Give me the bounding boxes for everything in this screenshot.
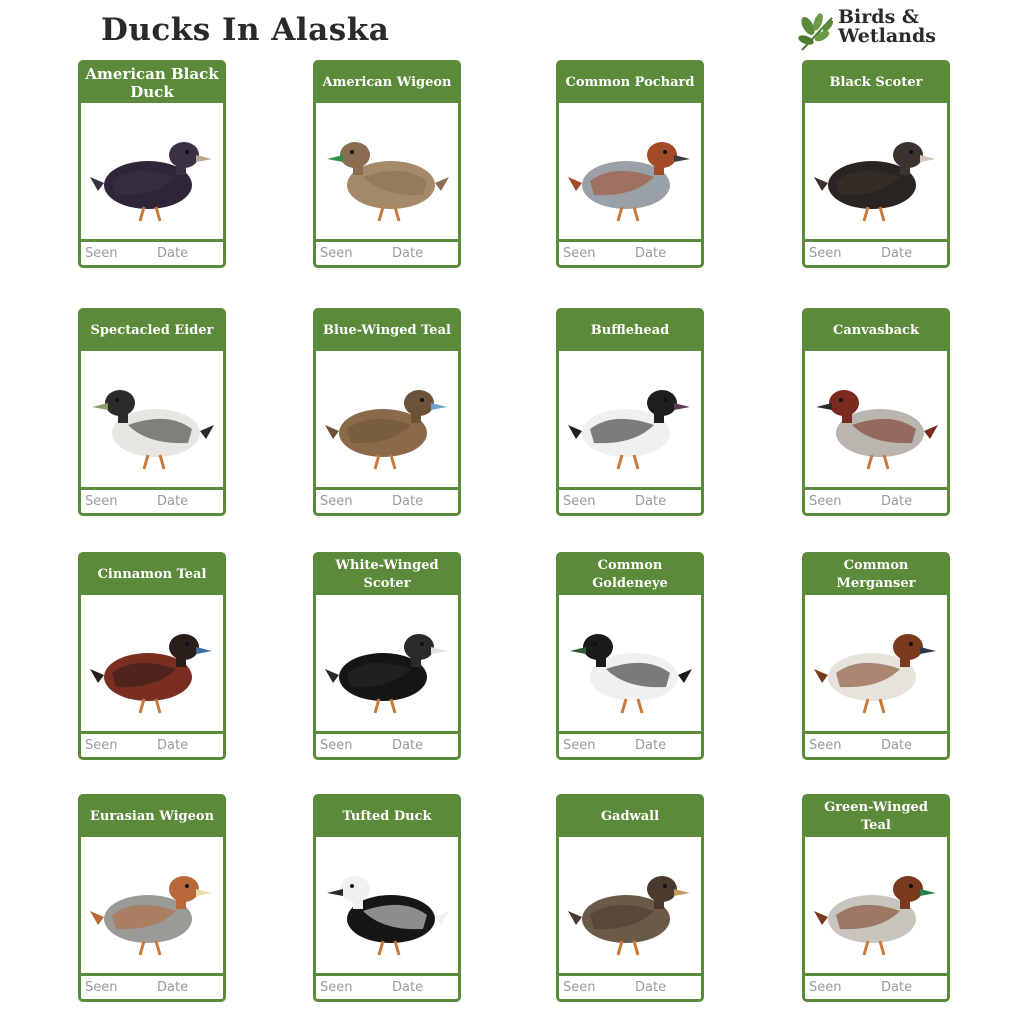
canvasback-photo: [805, 351, 947, 487]
duck-card: [78, 60, 226, 268]
duck-name: Cinnamon Teal: [81, 555, 223, 595]
duck-illustration: [86, 111, 218, 231]
date-label: Date: [635, 246, 667, 261]
seen-label: Seen: [563, 494, 596, 509]
duck-illustration: [810, 111, 942, 231]
duck-card: [313, 308, 461, 516]
cinnamon-teal-photo: [81, 595, 223, 731]
date-label: Date: [881, 738, 913, 753]
seen-label: Seen: [320, 980, 353, 995]
duck-card: [313, 794, 461, 1002]
duck-card: [556, 60, 704, 268]
bufflehead-photo: [559, 351, 701, 487]
duck-illustration: [321, 359, 453, 479]
seen-date-row: [559, 487, 701, 513]
duck-card: [556, 552, 704, 760]
seen-label: Seen: [809, 246, 842, 261]
eurasian-wigeon-photo: [81, 837, 223, 973]
seen-date-row: [805, 973, 947, 999]
date-label: Date: [881, 494, 913, 509]
duck-name: Eurasian Wigeon: [81, 797, 223, 837]
duck-illustration: [321, 845, 453, 965]
tufted-duck-photo: [316, 837, 458, 973]
duck-illustration: [86, 359, 218, 479]
date-label: Date: [392, 980, 424, 995]
date-label: Date: [157, 980, 189, 995]
duck-name: American Wigeon: [316, 63, 458, 103]
duck-name: Gadwall: [559, 797, 701, 837]
duck-name: Canvasback: [805, 311, 947, 351]
date-label: Date: [157, 246, 189, 261]
duck-name: Black Scoter: [805, 63, 947, 103]
duck-illustration: [810, 359, 942, 479]
blue-winged-teal-photo: [316, 351, 458, 487]
duck-card: [802, 794, 950, 1002]
seen-label: Seen: [320, 246, 353, 261]
seen-date-row: [559, 239, 701, 265]
date-label: Date: [392, 738, 424, 753]
seen-date-row: [316, 731, 458, 757]
date-label: Date: [635, 738, 667, 753]
seen-label: Seen: [809, 980, 842, 995]
duck-illustration: [810, 845, 942, 965]
seen-label: Seen: [320, 494, 353, 509]
duck-illustration: [564, 845, 696, 965]
seen-date-row: [805, 487, 947, 513]
duck-card: [313, 552, 461, 760]
seen-label: Seen: [85, 494, 118, 509]
spectacled-eider-photo: [81, 351, 223, 487]
date-label: Date: [881, 246, 913, 261]
date-label: Date: [157, 494, 189, 509]
duck-name: Bufflehead: [559, 311, 701, 351]
date-label: Date: [157, 738, 189, 753]
brand-line-2: Wetlands: [838, 25, 936, 47]
page-title: Ducks In Alaska: [101, 12, 390, 48]
duck-illustration: [321, 111, 453, 231]
common-pochard-photo: [559, 103, 701, 239]
duck-card: [556, 794, 704, 1002]
common-merganser-photo: [805, 595, 947, 731]
seen-date-row: [805, 239, 947, 265]
seen-date-row: [316, 973, 458, 999]
duck-card: [313, 60, 461, 268]
duck-illustration: [564, 359, 696, 479]
duck-name: White-Winged Scoter: [316, 555, 458, 595]
duck-illustration: [564, 111, 696, 231]
seen-label: Seen: [563, 246, 596, 261]
date-label: Date: [635, 980, 667, 995]
date-label: Date: [392, 494, 424, 509]
seen-label: Seen: [320, 738, 353, 753]
date-label: Date: [881, 980, 913, 995]
duck-card: [802, 60, 950, 268]
seen-label: Seen: [563, 980, 596, 995]
duck-illustration: [321, 603, 453, 723]
date-label: Date: [635, 494, 667, 509]
seen-date-row: [805, 731, 947, 757]
duck-card: [802, 308, 950, 516]
gadwall-photo: [559, 837, 701, 973]
seen-date-row: [81, 239, 223, 265]
duck-name: Green-Winged Teal: [805, 797, 947, 837]
duck-name: American Black Duck: [81, 63, 223, 103]
seen-date-row: [81, 973, 223, 999]
white-winged-scoter-photo: [316, 595, 458, 731]
seen-date-row: [81, 487, 223, 513]
seen-date-row: [559, 973, 701, 999]
duck-name: Common Merganser: [805, 555, 947, 595]
seen-label: Seen: [85, 980, 118, 995]
duck-name: Spectacled Eider: [81, 311, 223, 351]
green-winged-teal-photo: [805, 837, 947, 973]
duck-card: [556, 308, 704, 516]
duck-illustration: [86, 845, 218, 965]
american-wigeon-photo: [316, 103, 458, 239]
duck-card: [78, 794, 226, 1002]
seen-date-row: [316, 239, 458, 265]
duck-name: Common Pochard: [559, 63, 701, 103]
common-goldeneye-photo: [559, 595, 701, 731]
date-label: Date: [392, 246, 424, 261]
seen-date-row: [81, 731, 223, 757]
seen-date-row: [559, 731, 701, 757]
seen-date-row: [316, 487, 458, 513]
seen-label: Seen: [85, 246, 118, 261]
seen-label: Seen: [563, 738, 596, 753]
seen-label: Seen: [85, 738, 118, 753]
duck-card: [78, 308, 226, 516]
seen-label: Seen: [809, 738, 842, 753]
duck-card: [78, 552, 226, 760]
duck-name: Blue-Winged Teal: [316, 311, 458, 351]
seen-label: Seen: [809, 494, 842, 509]
duck-name: Common Goldeneye: [559, 555, 701, 595]
duck-illustration: [810, 603, 942, 723]
american-black-duck-photo: [81, 103, 223, 239]
black-scoter-photo: [805, 103, 947, 239]
duck-card: [802, 552, 950, 760]
brand-line-1: Birds &: [838, 6, 920, 28]
duck-illustration: [86, 603, 218, 723]
duck-name: Tufted Duck: [316, 797, 458, 837]
duck-illustration: [564, 603, 696, 723]
